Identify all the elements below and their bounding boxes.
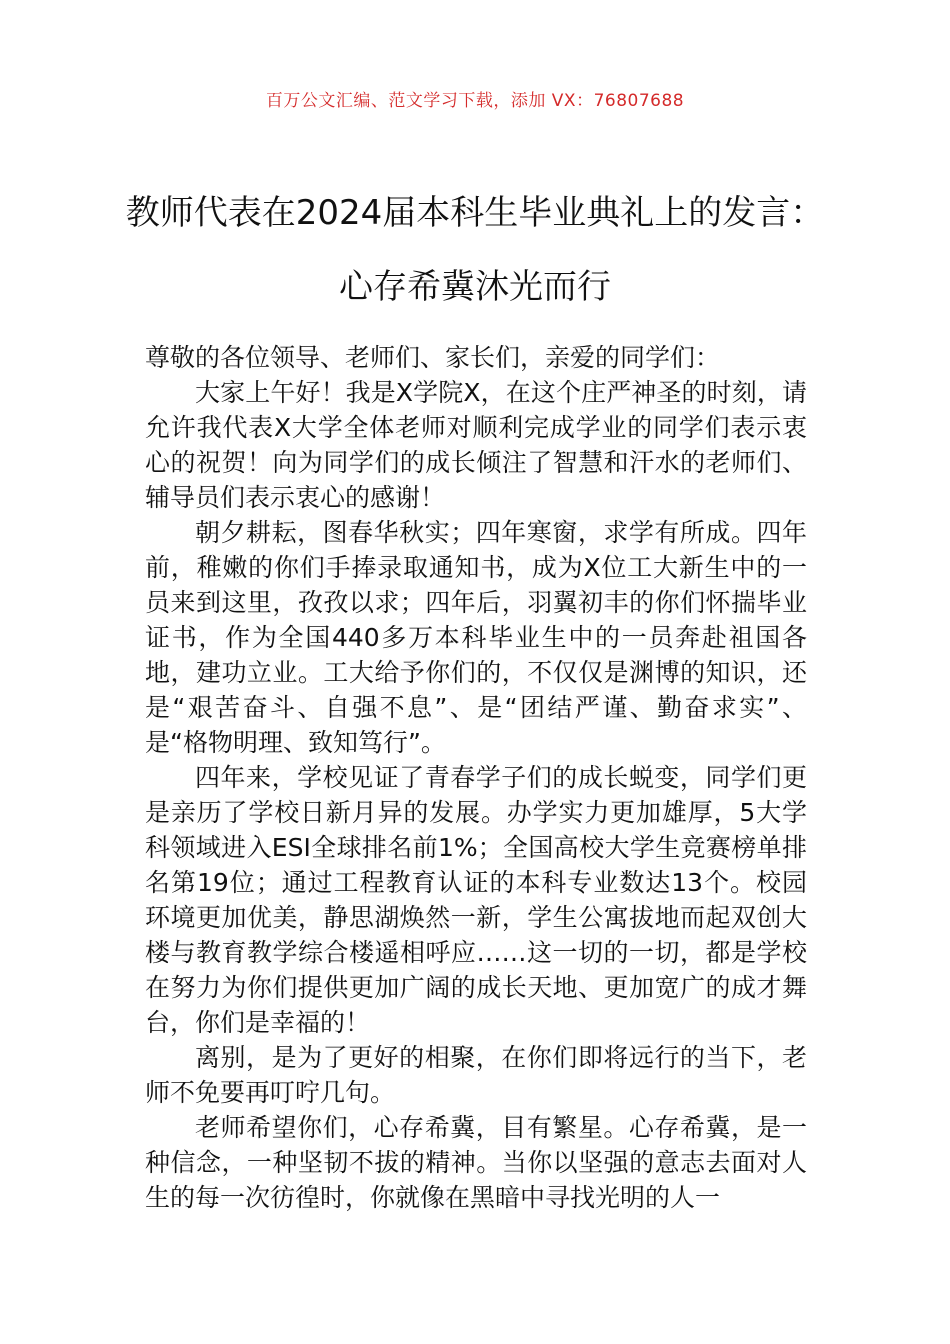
- paragraph: 离别，是为了更好的相聚，在你们即将远行的当下，老师不免要再叮咛几句。: [145, 1043, 807, 1107]
- header-watermark-note: 百万公文汇编、范文学习下载，添加 VX：76807688: [265, 91, 685, 111]
- salutation: 尊敬的各位领导、老师们、家长们，亲爱的同学们：: [145, 343, 721, 372]
- paragraph: 朝夕耕耘，图春华秋实；四年寒窗，求学有所成。四年前，稚嫩的你们手捧录取通知书，成为X位工大新生中的一员来到这里，孜孜以求；四年后，羽翼初丰的你们怀揣毕业证书，作为全国440多万本科毕业生中的一员奔赴祖国各地，建功立业。工大给予你们的，不仅仅是渊博的知识，还是“艰苦奋斗、自强不息”、是“团结严谨、勤奋求实”、是“格物明理、致知笃行”。: [145, 518, 807, 757]
- paragraph: 四年来，学校见证了青春学子们的成长蜕变，同学们更是亲历了学校日新月异的发展。办学实力更加雄厚，5大学科领域进入ESI全球排名前1%；全国高校大学生竞赛榜单排名第19位；通过工程教育认证的本科专业数达13个。校园环境更加优美，静思湖焕然一新，学生公寓拔地而起双创大楼与教育教学综合楼遥相呼应……这一切的一切，都是学校在努力为你们提供更加广阔的成长天地、更加宽广的成才舞台，你们是幸福的！: [145, 763, 807, 1037]
- document-body: [145, 340, 807, 1215]
- document-title: 教师代表在2024届本科生毕业典礼上的发言：心存希冀沐光而行: [125, 193, 825, 307]
- paragraph: 大家上午好！我是X学院X，在这个庄严神圣的时刻，请允许我代表X大学全体老师对顺利完成学业的同学们表示衷心的祝贺！向为同学们的成长倾注了智慧和汗水的老师们、辅导员们表示衷心的感谢！: [145, 378, 807, 512]
- paragraph: 老师希望你们，心存希冀，目有繁星。心存希冀，是一种信念，一种坚韧不拔的精神。当你以坚强的意志去面对人生的每一次彷徨时，你就像在黑暗中寻找光明的人一: [145, 1113, 807, 1212]
